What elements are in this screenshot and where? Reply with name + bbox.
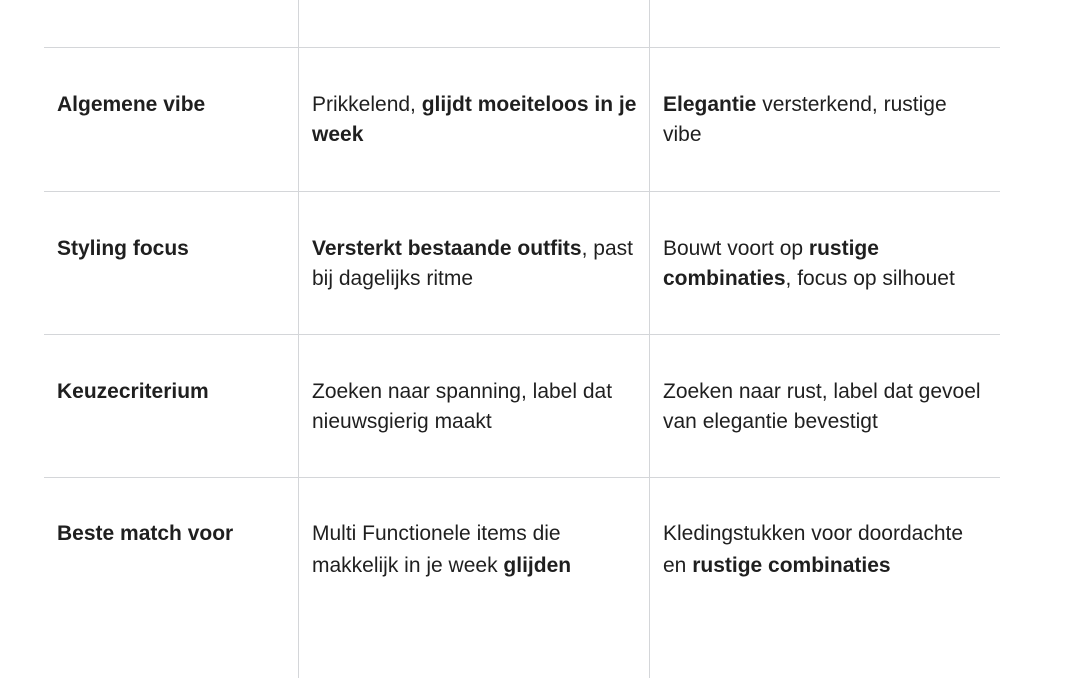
comparison-table [44,0,1000,678]
table-cell [650,192,1000,334]
cell-text-bold: rustige combinaties [692,554,891,577]
table-row [44,192,1000,335]
cell-text: Zoeken naar spanning, label dat nieuwsgierig maakt [312,380,613,433]
row-label: Algemene vibe [57,93,206,116]
cell-text: Prikkelend, [312,93,422,116]
cell-text: Bouwt voort op [663,237,809,260]
cell-text-bold: rustige combinaties [663,237,879,290]
row-label: Beste match voor [57,522,234,545]
table-cell [299,478,650,678]
cell-text: Zoeken naar rust, label dat gevoel van elegantie bevestigt [663,380,981,433]
table-cell [299,48,650,191]
table-row-partial [44,0,1000,48]
row-label-cell [44,0,299,47]
row-label-cell [44,335,299,477]
cell-text: , focus op silhouet [785,267,955,290]
cell-text: versterkend, rustige vibe [663,93,947,146]
cell-text: Multi Functionele items die makkelijk in je week [312,522,561,577]
table-cell [299,192,650,334]
cell-text-bold: Versterkt bestaande outfits [312,237,582,260]
table-cell [299,335,650,477]
table-row [44,335,1000,478]
table-row [44,478,1000,678]
cell-text-bold: glijdt moeiteloos in je week [312,93,637,146]
cell-text: , past bij dagelijks ritme [312,237,633,290]
table-cell [650,48,1000,191]
table-cell [650,335,1000,477]
row-label-cell [44,478,299,678]
table-cell [299,0,650,47]
table-cell [650,0,1000,47]
table-cell [650,478,1000,678]
table-row [44,48,1000,192]
cell-text: Kledingstukken voor doordachte en [663,522,964,577]
row-label: Keuzecriterium [57,380,209,403]
cell-text-bold: glijden [503,554,572,577]
row-label-cell [44,192,299,334]
row-label-cell [44,48,299,191]
cell-text-bold: Elegantie [663,93,757,116]
row-label: Styling focus [57,237,189,260]
